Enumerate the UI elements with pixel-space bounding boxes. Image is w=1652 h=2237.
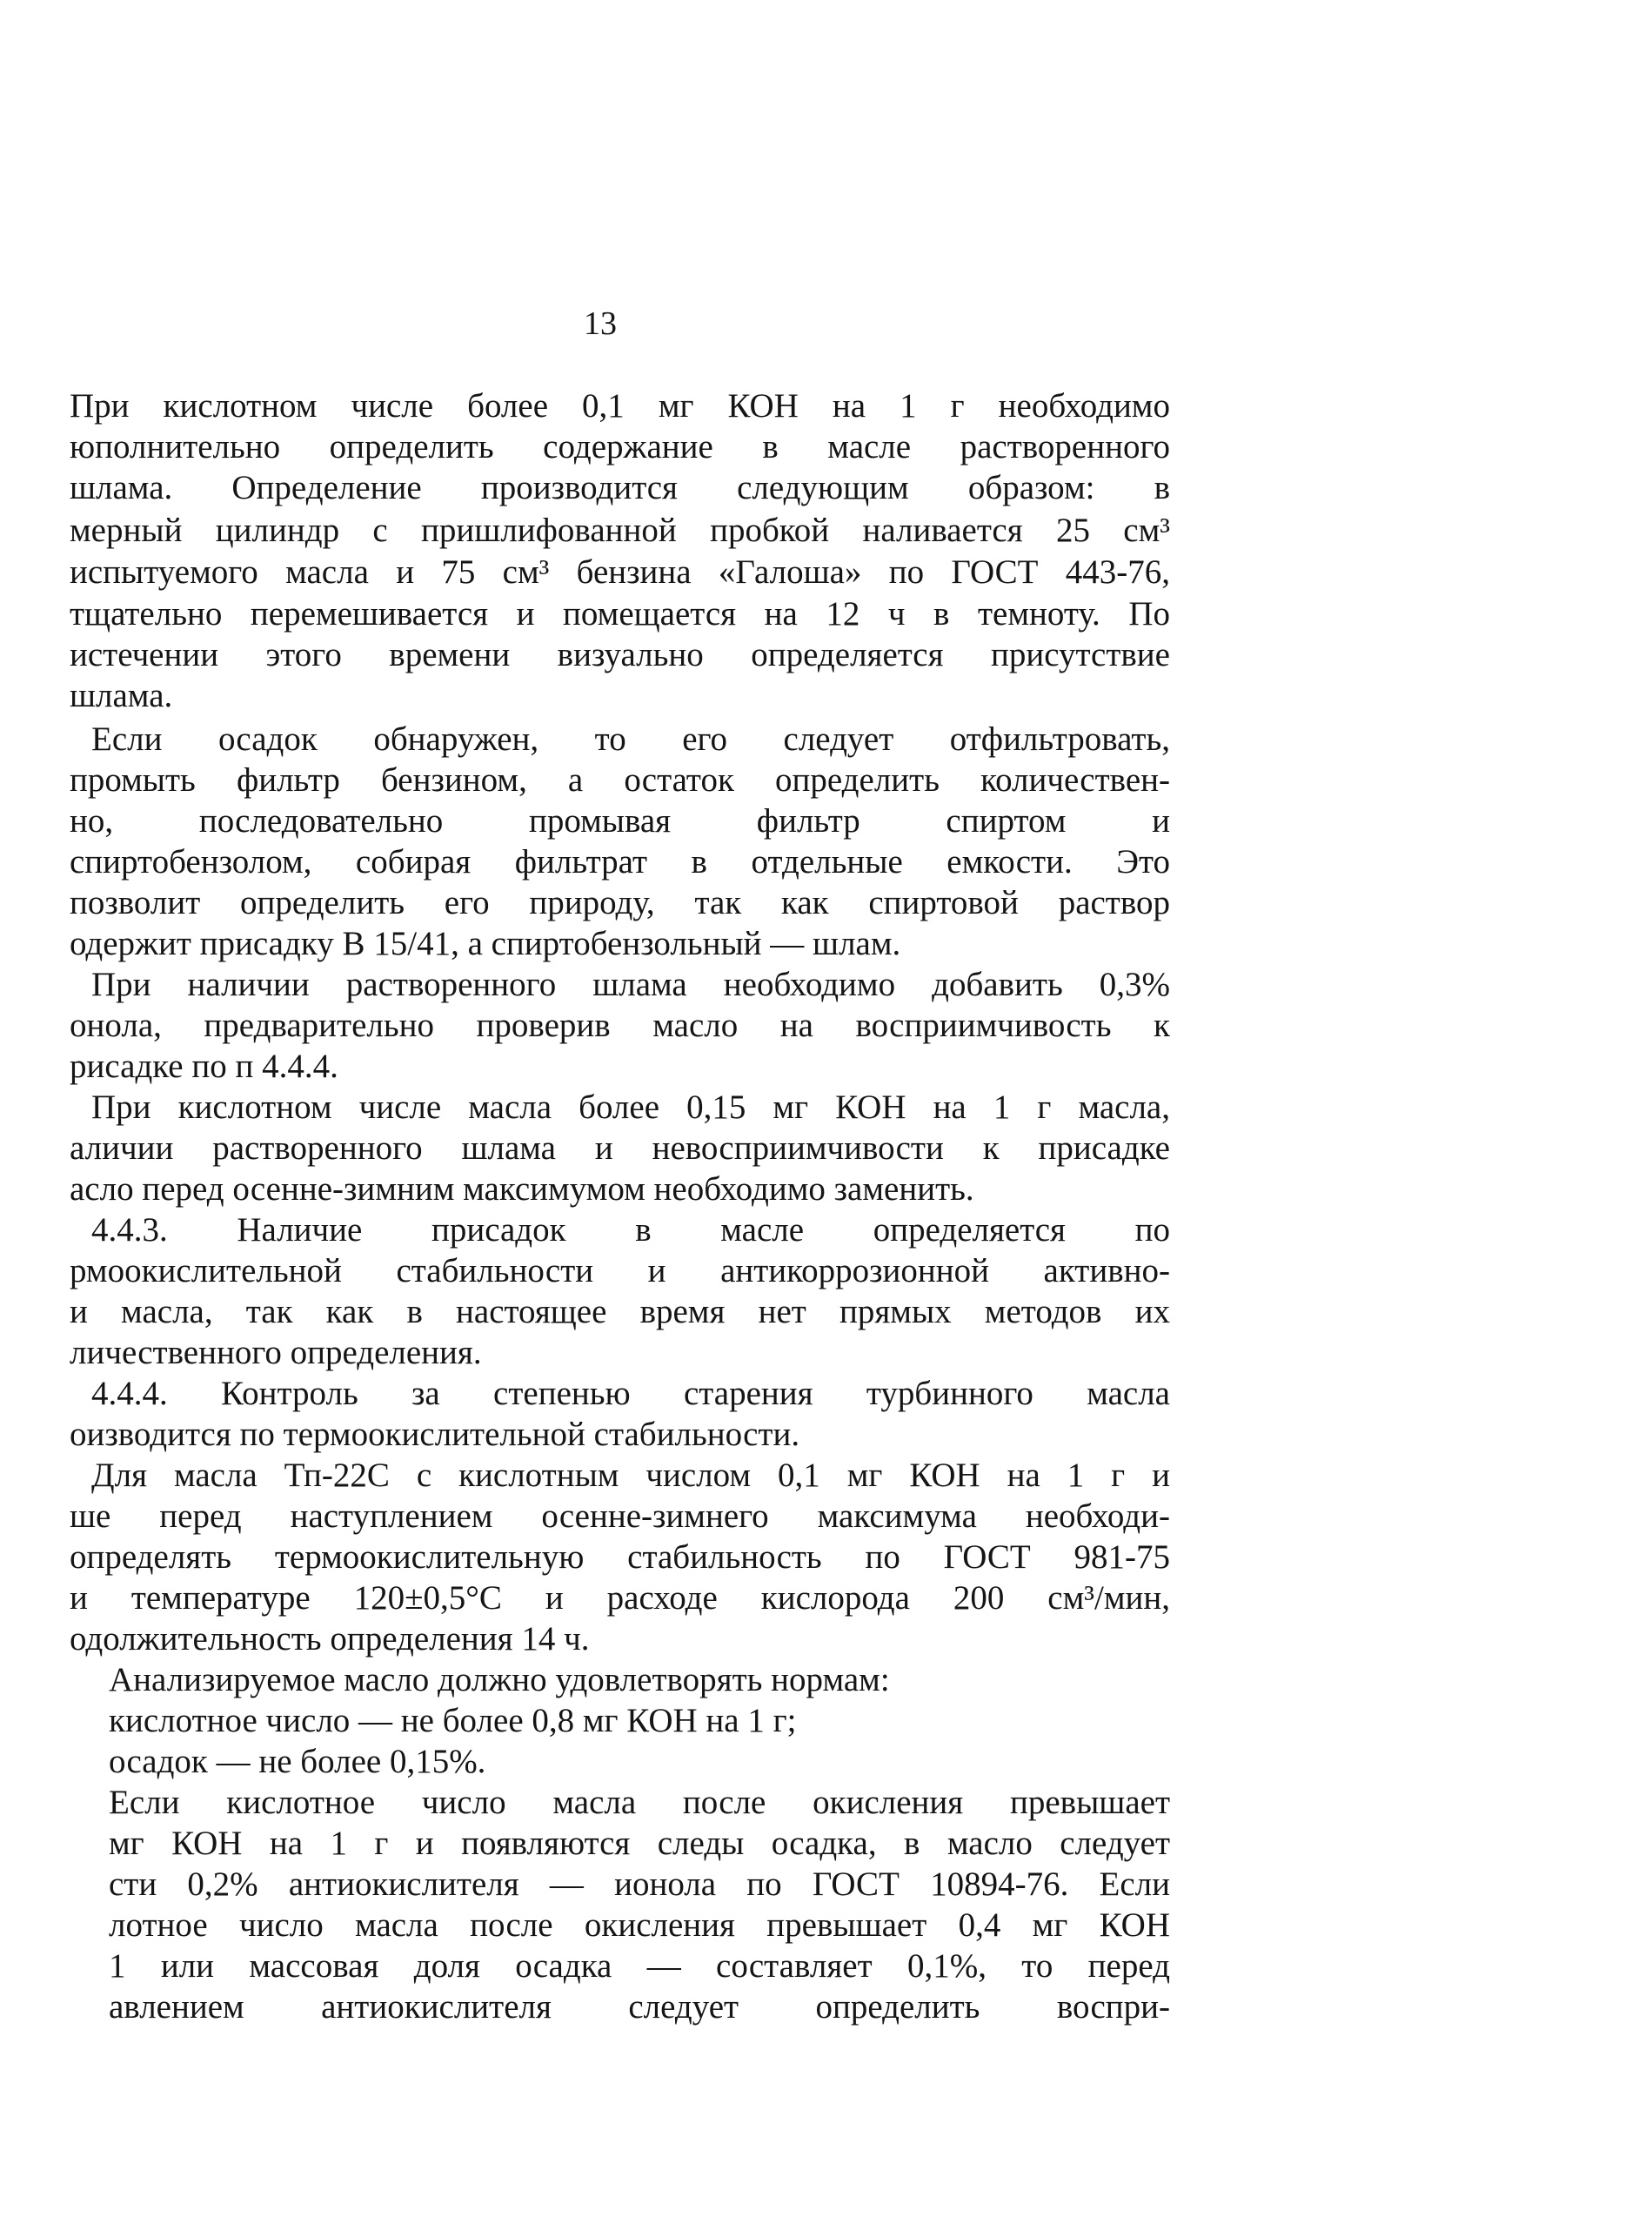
page-number: 13 xyxy=(584,305,617,342)
text-line: тщательно перемешивается и помещается на 12 ч в темноту. По xyxy=(70,595,1170,633)
text-line: рмоокислительной стабильности и антикоррозионной активно- xyxy=(70,1252,1170,1289)
text-line: промыть фильтр бензином, а остаток определить количествен- xyxy=(70,761,1170,799)
text-line: личественного определения. xyxy=(70,1334,482,1371)
text-line: Если осадок обнаружен, то его следует отфильтровать, xyxy=(91,720,1170,758)
text-line: мерный цилиндр с пришлифованной пробкой наливается 25 см³ xyxy=(70,512,1170,549)
text-line: ше перед наступлением осенне-зимнего максимума необходи- xyxy=(70,1497,1170,1535)
text-line: спиртобензолом, собирая фильтрат в отдельные емкости. Это xyxy=(70,843,1170,881)
text-line: При кислотном числе масла более 0,15 мг КОН на 1 г масла, xyxy=(91,1088,1170,1126)
text-line: авлением антиокислителя следует определить воспри- xyxy=(109,1988,1170,2026)
text-line: 1 или массовая доля осадка — составляет 0,1%, то перед xyxy=(109,1947,1170,1985)
text-line: определять термоокислительную стабильность по ГОСТ 981-75 xyxy=(70,1538,1170,1576)
text-line: Анализируемое масло должно удовлетворять нормам: xyxy=(109,1661,890,1698)
text-line: рисадке по п 4.4.4. xyxy=(70,1048,338,1085)
text-line: Если кислотное число масла после окисления превышает xyxy=(109,1784,1170,1821)
text-line: оизводится по термоокислительной стабильности. xyxy=(70,1416,800,1453)
text-line: лотное число масла после окисления превышает 0,4 мг КОН xyxy=(109,1906,1170,1944)
text-line: одолжительность определения 14 ч. xyxy=(70,1620,590,1658)
text-line: истечении этого времени визуально определяется присутствие xyxy=(70,636,1170,673)
text-line: кислотное число — не более 0,8 мг КОН на 1 г; xyxy=(109,1702,797,1739)
text-line: и масла, так как в настоящее время нет прямых методов их xyxy=(70,1293,1170,1330)
text-line: асло перед осенне-зимним максимумом необходимо заменить. xyxy=(70,1170,974,1208)
text-line: 4.4.4. Контроль за степенью старения турбинного масла xyxy=(91,1375,1170,1412)
text-line: При кислотном числе более 0,1 мг КОН на 1 г необходимо xyxy=(70,387,1170,425)
text-line: испытуемого масла и 75 см³ бензина «Галоша» по ГОСТ 443-76, xyxy=(70,553,1170,591)
text-line: и температуре 120±0,5°С и расходе кислорода 200 см³/мин, xyxy=(70,1579,1170,1617)
text-line: но, последовательно промывая фильтр спиртом и xyxy=(70,802,1170,840)
text-line: одержит присадку В 15/41, а спиртобензольный — шлам. xyxy=(70,925,901,962)
text-line: 4.4.3. Наличие присадок в масле определяется по xyxy=(91,1211,1170,1249)
text-line: мг КОН на 1 г и появляются следы осадка, в масло следует xyxy=(109,1825,1170,1862)
text-line: При наличии растворенного шлама необходимо добавить 0,3% xyxy=(91,966,1170,1003)
text-line: позволит определить его природу, так как спиртовой раствор xyxy=(70,884,1170,921)
text-line: осадок — не более 0,15%. xyxy=(109,1743,486,1780)
text-line: онола, предварительно проверив масло на восприимчивость к xyxy=(70,1007,1170,1044)
text-line: сти 0,2% антиокислителя — ионола по ГОСТ 10894-76. Если xyxy=(109,1865,1170,1903)
text-line: шлама. Определение производится следующим образом: в xyxy=(70,469,1170,506)
text-line: юполнительно определить содержание в масле растворенного xyxy=(70,428,1170,465)
text-line: Для масла Тп-22С с кислотным числом 0,1 мг КОН на 1 г и xyxy=(91,1457,1170,1494)
text-line: шлама. xyxy=(70,677,173,714)
text-line: аличии растворенного шлама и невосприимчивости к присадке xyxy=(70,1129,1170,1167)
